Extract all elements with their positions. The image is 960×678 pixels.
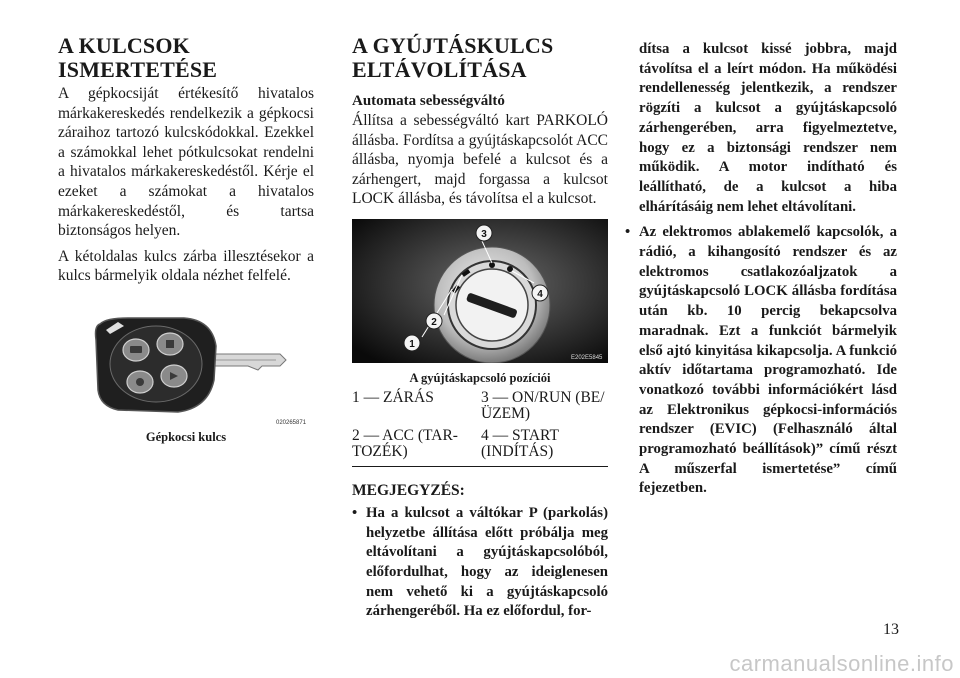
title-line-1: A GYÚJTÁSKULCS [352,33,554,58]
callout-4: 4 [537,288,543,300]
section-title-key-removal [352,34,608,82]
note-bullet-1-continuation: dítsa a kulcsot kissé jobbra, majd távolítsa el a leírt módon. Ha működési rendellenesség jelentkezik, a rendszer rögzíti a kulcsot a gyújtáskapcsoló zárhengerében, arra figyelmeztetve, hogy ez a biztonsági rendszer nem működik. A motor indítható és leállítható, de a kulcsot a hiba elhárításáig nem lehet eltávolítani. [639,41,897,215]
ignition-positions-legend [352,390,608,467]
key-removal-paragraph: Állítsa a sebességváltó kart PARKOLÓ állásba. Fordítsa a gyújtáskapcsolót ACC állásba, nyomja befelé a kulcsot és a zárhengert, majd forgassa a kulcsot LOCK állásba, és távolítsa el a kulcsot. [352,112,608,208]
note-heading: MEGJEGYZÉS: [352,481,465,499]
note-bullet-2-text: Az elektromos ablakemelő kapcsolók, a rádió, a kihangosító rendszer és az elektromos csatlakozóaljzatok a gyújtáskapcsoló LOCK állásba fordítása után kb. 10 percig bekapcsolva maradnak. Ezt a funkciót bármelyik első ajtó kinyitása kikapcsolja. A funkció aktív időtartama programozható. Ide vonatkozó további információkért lásd az Elektronikus gépkocsi-információs rendszer (EVIC) (Felhasználó által programozható beállítások)” című részt A műszerfal ismertetése” című fejezetben. [639,224,897,497]
key-fob-illustration [58,300,314,428]
legend-cell-lock: 1 — ZÁRÁS [352,388,434,406]
title-line-2: ISMERTETÉSE [58,57,218,82]
legend-cell-on-run: 3 — ON/RUN (BE/ÜZEM) [481,388,605,422]
callout-1: 1 [409,338,415,350]
title-line-1: A KULCSOK [58,33,190,58]
note-bullet-list-2 [625,223,897,499]
key-figure-caption: Gépkocsi kulcs [145,429,227,444]
legend-row [352,390,608,428]
keys-paragraph-1: A gépkocsiját értékesítő hivatalos márkakereskedés rendelkezik a gépkocsi záraihoz tartozó kulcskódokkal. Ezekkel a számokkal lehet pótkulcsokat rendelni a hivatalos márkakereskedéstől. Kérje el ezeket a számokat a hivatalos márkakereskedéstől, és tartsa biztonságos helyen. [58,85,314,240]
bullet-mark: • [625,224,631,241]
legend-row [352,428,608,466]
note-bullet-2 [625,223,897,499]
site-watermark: carmanualsonline.info [729,651,954,676]
note-bullet-1-text: Ha a kulcsot a váltókar P (parkolás) helyzetbe állítása előtt próbálja meg eltávolítani a gyújtáskapcsolóból, előfordulhat, hogy az ideiglenesen nem vehető ki a gyújtáskapcsoló zárhengeréből. Ha ez előfordul, for- [366,504,608,620]
ignition-switch-figure [352,219,608,363]
note-bullet-1 [352,504,608,622]
legend-cell-acc: 2 — ACC (TAR-TOZÉK) [352,426,458,460]
column-right [625,40,897,503]
column-left [58,34,314,445]
page-number: 13 [883,621,899,638]
bullet-mark: • [352,504,358,521]
figure-code-key: 020265871 [276,419,307,426]
legend-cell-start: 4 — START (INDÍTÁS) [481,426,559,460]
section-title-keys [58,34,314,82]
keys-paragraph-2: A kétoldalas kulcs zárba illesztésekor a kulcs bármelyik oldala nézhet felfelé. [58,247,314,285]
note-bullet-list [352,504,608,622]
figure-code-ignition: E202E5845 [571,354,603,361]
callout-2: 2 [431,316,437,328]
automatic-transmission-subhead: Automata sebességváltó [352,93,505,109]
callout-3: 3 [481,228,487,240]
column-middle [352,34,608,626]
title-line-2: ELTÁVOLÍTÁSA [352,57,527,82]
ignition-switch-illustration [352,219,608,363]
key-fob-figure [58,300,314,428]
ignition-figure-caption: A gyújtáskapcsoló pozíciói [409,370,551,385]
